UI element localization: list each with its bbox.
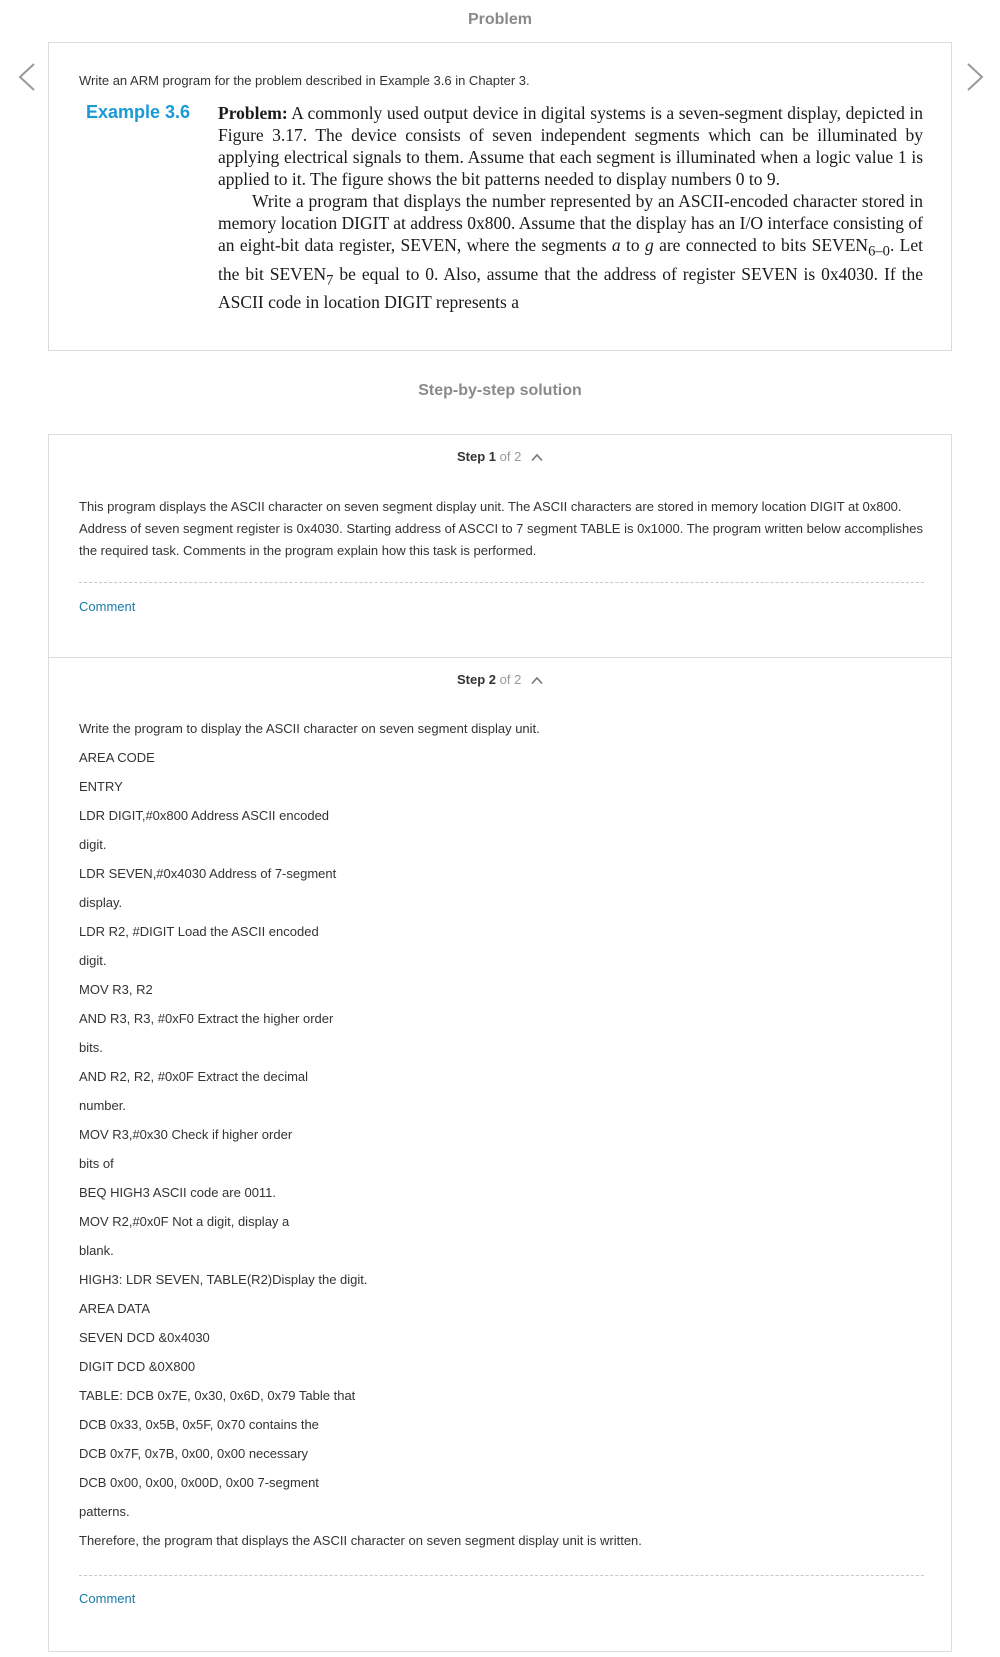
program-line: ENTRY xyxy=(79,779,123,794)
step-1-text: This program displays the ASCII character on seven segment display unit. The ASCII characters are stored in memory location DIGIT at 0x800. Address of seven segment register is 0x4030. Starting address of ASCCI to 7 segment TABLE is 0x1000. The program written below accomplishes the required task. Comments in the program explain how this task is performed. xyxy=(79,499,923,558)
program-line: MOV R3,#0x30 Check if higher order xyxy=(79,1127,293,1142)
paragraph-1-text: A commonly used output device in digital systems is a seven-segment display, depicted in Figure 3.17. The device consists of seven independent segments which can be illuminated by applying electrical signals to them. Assume that each segment is illuminated when a logic value 1 is applied to it. The figure shows the bit patterns needed to display numbers 0 to 9. xyxy=(218,103,923,189)
divider xyxy=(79,582,924,583)
program-line: DCB 0x33, 0x5B, 0x5F, 0x70 contains the xyxy=(79,1417,319,1432)
program-line: digit. xyxy=(79,837,107,852)
problem-keyword: Problem: xyxy=(218,103,288,123)
program-line: DCB 0x7F, 0x7B, 0x00, 0x00 necessary xyxy=(79,1446,309,1461)
paragraph-2-part-2: are connected to bits SEVEN xyxy=(653,235,869,255)
program-line: AND R3, R3, #0xF0 Extract the higher order xyxy=(79,1011,334,1026)
program-line: Therefore, the program that displays the ASCII character on seven segment display unit is written. xyxy=(79,1533,642,1548)
problem-paragraph-2 xyxy=(218,190,923,313)
previous-arrow-button[interactable] xyxy=(12,60,42,94)
program-line: BEQ HIGH3 ASCII code are 0011. xyxy=(79,1185,277,1200)
seven-bit7-subscript: 7 xyxy=(326,272,334,288)
program-line: AREA DATA xyxy=(79,1301,151,1316)
program-line: SEVEN DCD &0x4030 xyxy=(79,1330,210,1345)
seven-bits-subscript: 6–0 xyxy=(868,243,890,260)
step-2-comment-link[interactable]: Comment xyxy=(79,1591,136,1606)
program-line: LDR R2, #DIGIT Load the ASCII encoded xyxy=(79,924,319,939)
program-line: MOV R2,#0x0F Not a digit, display a xyxy=(79,1214,290,1229)
program-line: bits. xyxy=(79,1040,103,1055)
problem-section-title: Problem xyxy=(467,11,532,28)
program-line: number. xyxy=(79,1098,126,1113)
paragraph-2-part-3: . Let the bit SEVEN xyxy=(218,235,923,284)
segment-g-label: g xyxy=(644,235,654,255)
program-line: LDR SEVEN,#0x4030 Address of 7-segment xyxy=(79,866,337,881)
chevron-right-icon xyxy=(960,60,990,94)
step-2-label: Step 2 xyxy=(457,672,497,687)
program-line: LDR DIGIT,#0x800 Address ASCII encoded xyxy=(79,808,330,823)
next-arrow-button[interactable] xyxy=(960,60,990,94)
program-line: TABLE: DCB 0x7E, 0x30, 0x6D, 0x79 Table that xyxy=(79,1388,356,1403)
paragraph-2-to: to xyxy=(620,235,645,255)
chevron-up-icon[interactable] xyxy=(531,453,543,462)
step-2-header[interactable] xyxy=(49,672,951,687)
solution-section-title: Step-by-step solution xyxy=(418,382,582,399)
paragraph-2-part-1: Write a program that displays the number represented by an ASCII-encoded character stored in memory location DIGIT at address 0x800. Assume that the display has an I/O interface consisting of an eight-bit data register, SEVEN, where the segments xyxy=(218,191,923,255)
step-1-label: Step 1 xyxy=(457,449,497,464)
step-2-program-lines xyxy=(79,719,924,1560)
example-label: Example 3.6 xyxy=(86,102,191,122)
example-problem-text xyxy=(218,102,923,313)
step-2-card xyxy=(48,657,952,1652)
program-line: MOV R3, R2 xyxy=(79,982,153,997)
divider xyxy=(79,1575,924,1576)
step-1-of-count: of 2 xyxy=(499,449,522,464)
segment-a-label: a xyxy=(611,235,621,255)
program-line: DCB 0x00, 0x00, 0x00D, 0x00 7-segment xyxy=(79,1475,319,1490)
chevron-left-icon xyxy=(12,60,42,94)
paragraph-2-part-4: be equal to 0. Also, assume that the address of register SEVEN is 0x4030. If the ASCII code in location DIGIT represents a xyxy=(218,263,923,312)
step-1-comment-link[interactable]: Comment xyxy=(79,599,136,614)
problem-paragraph-1 xyxy=(218,102,923,190)
step-2-of-count: of 2 xyxy=(499,672,522,687)
program-line: AND R2, R2, #0x0F Extract the decimal xyxy=(79,1069,309,1084)
program-line: HIGH3: LDR SEVEN, TABLE(R2)Display the digit. xyxy=(79,1272,368,1287)
program-line: DIGIT DCD &0X800 xyxy=(79,1359,196,1374)
program-line: blank. xyxy=(79,1243,114,1258)
problem-intro-text: Write an ARM program for the problem described in Example 3.6 in Chapter 3. xyxy=(79,73,530,88)
program-line: Write the program to display the ASCII character on seven segment display unit. xyxy=(79,721,540,736)
program-line: digit. xyxy=(79,953,107,968)
program-line: AREA CODE xyxy=(79,750,155,765)
program-line: patterns. xyxy=(79,1504,130,1519)
program-line: bits of xyxy=(79,1156,114,1171)
step-1-header[interactable] xyxy=(49,449,951,464)
program-line: display. xyxy=(79,895,123,910)
step-1-card xyxy=(48,434,952,658)
chevron-up-icon[interactable] xyxy=(531,676,543,685)
problem-card xyxy=(48,42,952,351)
